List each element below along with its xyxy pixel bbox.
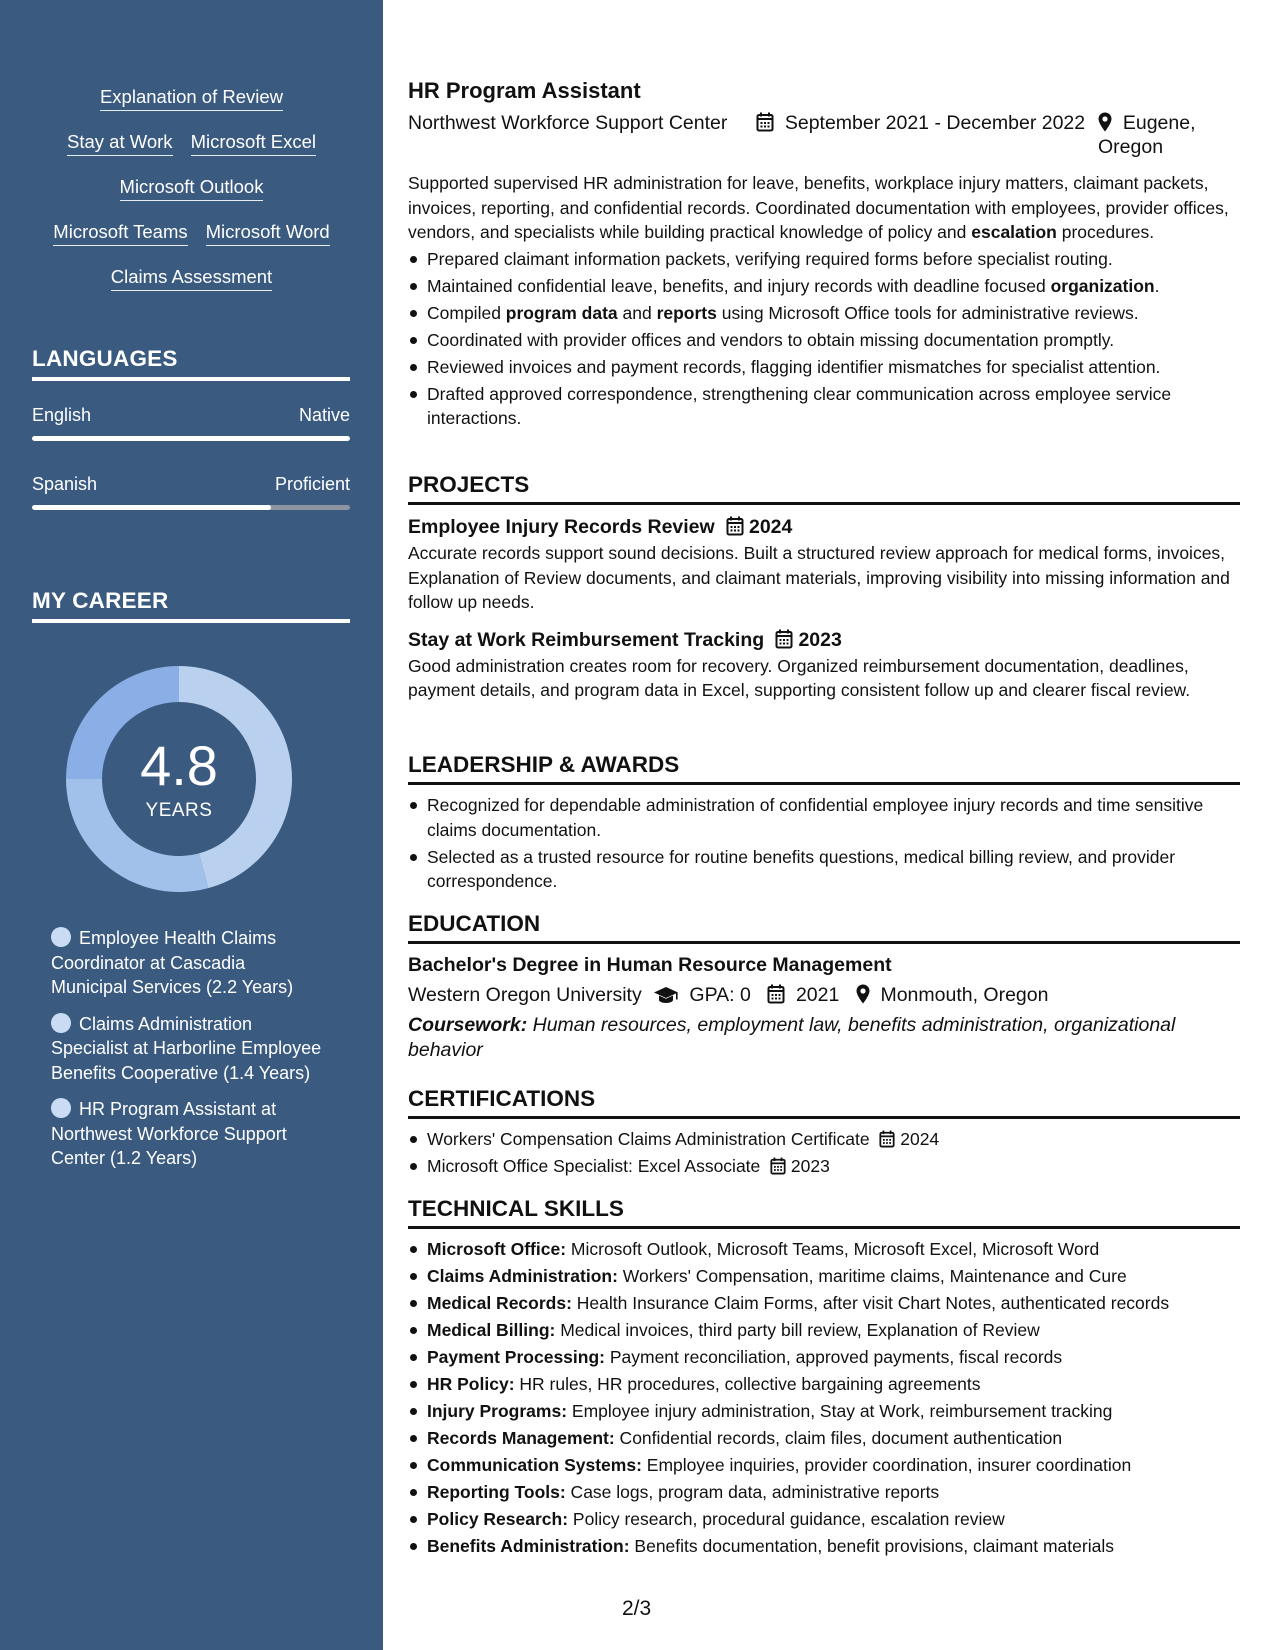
calendar-icon xyxy=(756,112,774,132)
experience-bullets xyxy=(408,247,1240,431)
skill-label: Injury Programs: xyxy=(427,1401,568,1421)
skill-item xyxy=(408,1372,1240,1397)
bullet-emphasis: organization xyxy=(1050,275,1155,296)
skill-item xyxy=(408,1426,1240,1451)
education-location: Monmouth, Oregon xyxy=(880,984,1049,1006)
skill-value: Policy research, procedural guidance, escalation review xyxy=(568,1509,1005,1529)
language-spanish xyxy=(32,473,350,510)
skill-item xyxy=(408,1291,1240,1316)
gpa: GPA: 0 xyxy=(689,984,751,1006)
project-title: Employee Injury Records Review xyxy=(408,516,715,538)
technical-skills-list xyxy=(408,1237,1240,1561)
language-bar-fill xyxy=(32,436,350,441)
job-location-text: Eugene, Oregon xyxy=(1098,112,1196,158)
skill-tag[interactable]: Microsoft Outlook xyxy=(120,176,264,201)
bullet-emphasis: program data xyxy=(505,302,618,323)
bullet-text-end: . xyxy=(1154,275,1160,296)
experience-bullet: Prepared claimant information packets, verifying required forms before specialist routing. xyxy=(408,247,1240,272)
education-heading: EDUCATION xyxy=(408,911,1240,944)
degree-title: Bachelor's Degree in Human Resource Management xyxy=(408,954,892,976)
language-english xyxy=(32,404,350,441)
language-level: Native xyxy=(298,405,350,425)
skill-label: Records Management: xyxy=(427,1428,615,1448)
certification-item xyxy=(408,1154,1240,1179)
experience-bullet: Coordinated with provider offices and vendors to obtain missing documentation promptly. xyxy=(408,328,1240,353)
skill-label: Claims Administration: xyxy=(427,1266,618,1286)
experience-bullet: Drafted approved correspondence, strengthening clear communication across employee service interactions. xyxy=(408,382,1240,431)
skill-item xyxy=(408,1399,1240,1424)
certification-name: Microsoft Office Specialist: Excel Associate xyxy=(427,1156,761,1176)
bullet-text: Maintained confidential leave, benefits, and injury records with deadline focused xyxy=(427,275,1051,296)
project-title-row xyxy=(408,627,1240,653)
leadership-item: Selected as a trusted resource for routine benefits questions, medical billing review, and provider correspondence. xyxy=(408,845,1240,894)
language-level: Proficient xyxy=(274,474,350,494)
location-pin-icon xyxy=(856,984,870,1004)
skill-tag[interactable]: Claims Assessment xyxy=(111,266,272,291)
career-list xyxy=(51,926,326,1183)
coursework xyxy=(408,1013,1240,1062)
experience-bullet xyxy=(408,274,1240,299)
skill-item xyxy=(408,1264,1240,1289)
job-dates xyxy=(756,111,1085,135)
language-name: Spanish xyxy=(32,474,98,494)
career-dot-icon xyxy=(51,1013,71,1033)
skill-label: HR Policy: xyxy=(427,1374,515,1394)
tag-row xyxy=(111,266,272,311)
language-bar-fill xyxy=(32,505,271,510)
career-total-unit: YEARS xyxy=(145,800,213,821)
skill-value: Microsoft Outlook, Microsoft Teams, Microsoft Excel, Microsoft Word xyxy=(566,1239,1100,1259)
skill-label: Benefits Administration: xyxy=(427,1536,630,1556)
certification-year: 2024 xyxy=(900,1129,940,1149)
skill-value: Confidential records, claim files, document authentication xyxy=(614,1428,1063,1448)
project-description: Accurate records support sound decisions. Built a structured review approach for medical forms, invoices, Explanation of Review documents, and claimant materials, improving visibility into missing information and follow up needs. xyxy=(408,543,1230,612)
skill-item xyxy=(408,1534,1240,1559)
career-item xyxy=(51,1097,326,1171)
calendar-icon xyxy=(879,1130,895,1148)
skill-value: Payment reconciliation, approved payments, fiscal records xyxy=(604,1347,1063,1367)
sidebar xyxy=(0,0,383,1650)
leadership-list xyxy=(408,793,1240,896)
career-item-text: Employee Health Claims Coordinator at Cascadia Municipal Services (2.2 Years) xyxy=(51,928,294,997)
skill-value: Medical invoices, third party bill review, Explanation of Review xyxy=(555,1320,1040,1340)
skill-value: Benefits documentation, benefit provisions, claimant materials xyxy=(629,1536,1114,1556)
skill-value: HR rules, HR procedures, collective bargaining agreements xyxy=(514,1374,981,1394)
calendar-icon xyxy=(767,984,785,1004)
language-row xyxy=(32,404,350,426)
location-pin-icon xyxy=(1098,112,1112,132)
project-title: Stay at Work Reimbursement Tracking xyxy=(408,628,765,651)
project-description: Good administration creates room for recovery. Organized reimbursement documentation, deadlines, payment details, and program data in Excel, supporting consistent follow up and clearer fiscal review. xyxy=(408,655,1191,700)
calendar-icon xyxy=(770,1157,786,1175)
skill-value: Health Insurance Claim Forms, after visit Chart Notes, authenticated records xyxy=(571,1293,1170,1313)
education-year: 2021 xyxy=(795,984,840,1006)
skill-tag[interactable]: Microsoft Teams xyxy=(53,221,187,246)
career-donut-chart xyxy=(66,666,292,892)
career-dot-icon xyxy=(51,1098,71,1118)
language-name: English xyxy=(32,405,92,425)
page-number: 2/3 xyxy=(622,1597,652,1620)
skill-item xyxy=(408,1318,1240,1343)
skill-item xyxy=(408,1507,1240,1532)
skill-value: Workers' Compensation, maritime claims, Maintenance and Cure xyxy=(617,1266,1127,1286)
tag-row xyxy=(53,221,329,266)
graduation-cap-icon xyxy=(653,986,679,1004)
bullet-text-end: using Microsoft Office tools for administrative reviews. xyxy=(716,302,1139,323)
certification-name: Workers' Compensation Claims Administration Certificate xyxy=(427,1129,870,1149)
skill-item xyxy=(408,1453,1240,1478)
certification-year: 2023 xyxy=(790,1156,830,1176)
language-row xyxy=(32,473,350,495)
job-company: Northwest Workforce Support Center xyxy=(408,112,728,134)
bullet-text-mid: and xyxy=(617,302,657,323)
experience-bullet: Reviewed invoices and payment records, flagging identifier mismatches for specialist attention. xyxy=(408,355,1240,380)
career-total-years: 4.8 xyxy=(140,734,218,797)
tag-row xyxy=(120,176,264,221)
skill-tag[interactable]: Microsoft Excel xyxy=(191,131,316,156)
skill-value: Case logs, program data, administrative reports xyxy=(565,1482,940,1502)
skill-item xyxy=(408,1237,1240,1262)
skill-label: Payment Processing: xyxy=(427,1347,605,1367)
experience-summary xyxy=(408,171,1240,245)
career-heading: MY CAREER xyxy=(32,588,350,623)
experience-body xyxy=(408,171,1240,433)
skill-tag[interactable]: Microsoft Word xyxy=(206,221,330,246)
bullet-emphasis: reports xyxy=(656,302,717,323)
projects-list xyxy=(408,514,1240,703)
project-title-row xyxy=(408,514,1240,540)
language-bar xyxy=(32,436,350,441)
skill-tag[interactable]: Stay at Work xyxy=(67,131,173,156)
education-meta xyxy=(408,982,1240,1008)
career-item-text: HR Program Assistant at Northwest Workforce Support Center (1.2 Years) xyxy=(51,1099,287,1168)
skill-item xyxy=(408,1345,1240,1370)
language-bar xyxy=(32,505,350,510)
career-item xyxy=(51,1012,326,1086)
skill-tags xyxy=(20,86,363,311)
career-item xyxy=(51,926,326,1000)
certifications-list xyxy=(408,1127,1240,1181)
certification-item xyxy=(408,1127,1240,1152)
skill-value: Employee inquiries, provider coordination, insurer coordination xyxy=(641,1455,1132,1475)
skill-label: Medical Records: xyxy=(427,1293,572,1313)
education-entry xyxy=(408,952,1240,1062)
technical-skills-heading: TECHNICAL SKILLS xyxy=(408,1196,1240,1229)
projects-heading: PROJECTS xyxy=(408,472,1240,505)
certifications-heading: CERTIFICATIONS xyxy=(408,1086,1240,1119)
languages-heading: LANGUAGES xyxy=(32,346,350,381)
job-title: HR Program Assistant xyxy=(408,78,641,103)
experience-bullet xyxy=(408,301,1240,326)
skill-label: Communication Systems: xyxy=(427,1455,642,1475)
leadership-heading: LEADERSHIP & AWARDS xyxy=(408,752,1240,785)
tag-row xyxy=(100,86,283,131)
career-item-text: Claims Administration Specialist at Harborline Employee Benefits Cooperative (1.4 Years) xyxy=(51,1013,322,1083)
job-dates-text: September 2021 - December 2022 xyxy=(784,112,1086,134)
skill-item xyxy=(408,1480,1240,1505)
skill-tag[interactable]: Explanation of Review xyxy=(100,86,283,111)
coursework-label: Coursework: xyxy=(408,1014,528,1036)
coursework-text: Human resources, employment law, benefits administration, organizational behavior xyxy=(408,1014,1176,1061)
bullet-text: Compiled xyxy=(427,302,506,323)
job-location xyxy=(1098,111,1228,159)
project-year: 2024 xyxy=(748,516,793,538)
leadership-item: Recognized for dependable administration of confidential employee injury records and time sensitive claims documentation. xyxy=(408,793,1240,842)
skill-label: Medical Billing: xyxy=(427,1320,556,1340)
skill-label: Reporting Tools: xyxy=(427,1482,566,1502)
summary-text-end: procedures. xyxy=(1056,222,1155,242)
skill-label: Policy Research: xyxy=(427,1509,569,1529)
skill-label: Microsoft Office: xyxy=(427,1239,567,1259)
school-name: Western Oregon University xyxy=(408,984,642,1006)
calendar-icon xyxy=(775,629,793,649)
skill-value: Employee injury administration, Stay at Work, reimbursement tracking xyxy=(567,1401,1113,1421)
calendar-icon xyxy=(726,516,744,536)
summary-text: Supported supervised HR administration for leave, benefits, workplace injury matters, claimant packets, invoices, reporting, and confidential records. Coordinated documentation with employees, provider offices, vendors, and specialists while building practical knowledge of policy and xyxy=(408,173,1229,242)
summary-emphasis: escalation xyxy=(971,222,1057,242)
project-year: 2023 xyxy=(798,628,842,651)
tag-row xyxy=(67,131,316,176)
career-dot-icon xyxy=(51,927,71,947)
